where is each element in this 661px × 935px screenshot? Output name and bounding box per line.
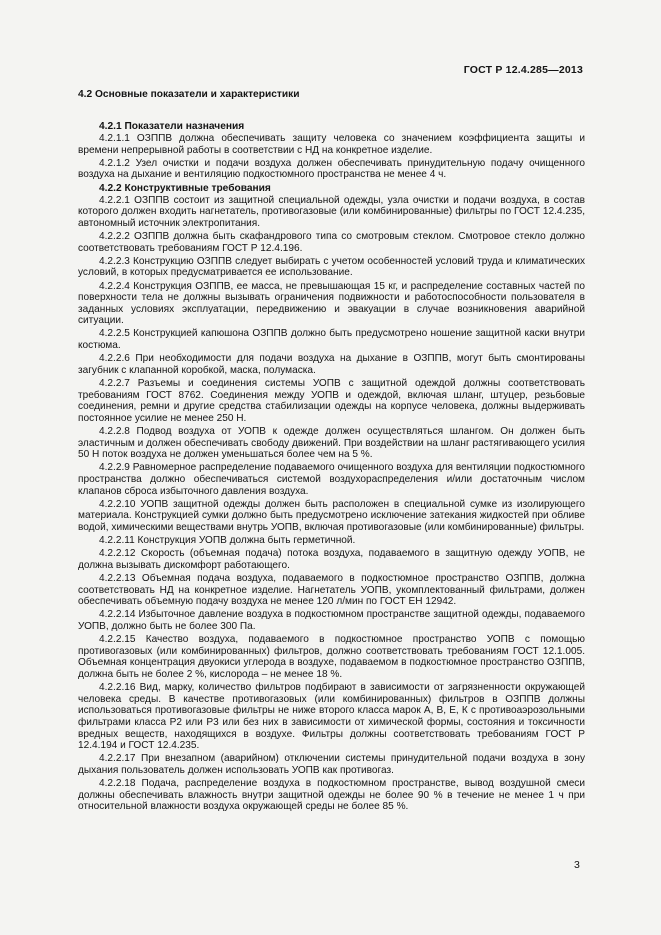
paragraph-4-2-1-1: 4.2.1.1 ОЗППВ должна обеспечивать защиту человека со значением коэффициента защиты и времени непрерывной работы в соответствии с НД на конкретное изделие.: [78, 133, 585, 156]
document-body: [78, 89, 585, 815]
paragraph-4-2-2-7: 4.2.2.7 Разъемы и соединения системы УОПВ с защитной одеждой должны соответствовать требованиям ГОСТ 8762. Соединения между УОПВ и одеждой, включая шланг, штуцер, резьбовые соединения, ремни и другие средства стабилизации одежды на корпусе человека, должны выдерживать постоянное усилие не менее 250 Н.: [78, 378, 585, 424]
paragraph-4-2-2-15: 4.2.2.15 Качество воздуха, подаваемого в подкостюмное пространство УОПВ с помощью противогазовых (или комбинированных) фильтров, должно соответствовать требованиям ГОСТ 12.1.005. Объемная концентрация двуокиси углерода в воздухе, подаваемом в подкостюмное пространство ОЗППВ, должна быть не более 2 %, кислорода – не менее 18 %.: [78, 634, 585, 681]
paragraph-4-2-1-2: 4.2.1.2 Узел очистки и подачи воздуха должен обеспечивать принудительную подачу очищенного воздуха на дыхание и вентиляцию подкостюмного пространства не менее 4 ч.: [78, 157, 585, 181]
paragraph-4-2-2-3: 4.2.2.3 Конструкцию ОЗППВ следует выбирать с учетом особенностей условий труда и климатических условий, в которых предусматривается ее использование.: [78, 255, 585, 279]
paragraph-4-2-2-9: 4.2.2.9 Равномерное распределение подаваемого очищенного воздуха для вентиляции подкостюмного пространства должно обеспечиваться системой воздухораспределения и/или достаточным числом клапанов сброса избыточного давления воздуха.: [78, 462, 585, 497]
subsection-title-purpose: 4.2.1 Показатели назначения: [99, 121, 245, 132]
paragraph-4-2-2-14: 4.2.2.14 Избыточное давление воздуха в подкостюмном пространстве защитной одежды, подаваемого УОПВ, должно быть не более 300 Па.: [78, 609, 585, 633]
paragraph-4-2-2-13: 4.2.2.13 Объемная подача воздуха, подаваемого в подкостюмное пространство ОЗППВ, должна соответствовать НД на конкретное изделие. Нагнетатель УОПВ, укомплектованный фильтрами, должен обеспечивать объемную подачу воздуха не менее 120 л/мин по ГОСТ ЕН 12942.: [78, 573, 585, 608]
paragraph-4-2-2-8: 4.2.2.8 Подвод воздуха от УОПВ к одежде должен осуществляться шлангом. Он должен быть эластичным и должен обеспечивать свободу движений. При воздействии на шланг растягивающего усилия 50 Н поток воздуха не должен уменьшаться более чем на 5 %.: [78, 426, 585, 461]
subsection-title-design: 4.2.2 Конструктивные требования: [99, 182, 271, 194]
paragraph-4-2-2-11: 4.2.2.11 Конструкция УОПВ должна быть герметичной.: [99, 535, 356, 547]
page-number: 3: [574, 859, 580, 871]
section-title: 4.2 Основные показатели и характеристики: [78, 89, 300, 100]
paragraph-4-2-2-1: 4.2.2.1 ОЗППВ состоит из защитной специальной одежды, узла очистки и подачи воздуха, в состав которого должен входить нагнетатель, противогазовые (или комбинированные) фильтры по ГОСТ 12.4.235, автономный источник электропитания.: [78, 194, 585, 229]
paragraph-4-2-2-18: 4.2.2.18 Подача, распределение воздуха в подкостюмном пространстве, вывод воздушной смеси должны обеспечивать влажность внутри защитной одежды не более 90 % в течение не менее 1 ч при относительной влажности воздуха окружающей среды не более 85 %.: [78, 778, 585, 813]
paragraph-4-2-2-2: 4.2.2.2 ОЗППВ должна быть скафандрового типа со смотровым стеклом. Смотровое стекло должно соответствовать требованиям ГОСТ Р 12.4.196.: [78, 230, 585, 254]
paragraph-4-2-2-4: 4.2.2.4 Конструкция ОЗППВ, ее масса, не превышающая 15 кг, и распределение составных частей по поверхности тела не должны вызывать ограничения подвижности и работоспособности пользователя в заданных условиях эксплуатации, передвижению и эвакуации в случае возникновения аварийной ситуации.: [78, 280, 585, 327]
paragraph-4-2-2-17: 4.2.2.17 При внезапном (аварийном) отключении системы принудительной подачи воздуха в зону дыхания пользователь должен использовать УОПВ как противогаз.: [78, 753, 585, 776]
paragraph-4-2-2-10: 4.2.2.10 УОПВ защитной одежды должен быть расположен в специальной сумке из изолирующего материала. Конструкцией сумки должно быть предусмотрено исключение затекания жидкостей при обливе водой, химическими веществами внутрь УОПВ, включая противогазовые (или комбинированные) фильтры.: [78, 498, 585, 533]
paragraph-4-2-2-5: 4.2.2.5 Конструкцией капюшона ОЗППВ должно быть предусмотрено ношение защитной каски внутри костюма.: [78, 328, 585, 352]
paragraph-4-2-2-12: 4.2.2.12 Скорость (объемная подача) потока воздуха, подаваемого в защитную одежду УОПВ, не должна вызывать дискомфорт работающего.: [78, 548, 585, 571]
paragraph-4-2-2-6: 4.2.2.6 При необходимости для подачи воздуха на дыхание в ОЗППВ, могут быть смонтированы загубник с клапанной коробкой, маска, полумаска.: [78, 353, 585, 376]
document-header: ГОСТ Р 12.4.285—2013: [463, 64, 583, 76]
paragraph-4-2-2-16: 4.2.2.16 Вид, марку, количество фильтров подбирают в зависимости от загрязненности окружающей человека среды. В качестве противогазовых (или комбинированных) фильтров в ОЗППВ должны использоваться противогазовые фильтры не ниже второго класса марок А, В, Е, К с противоаэрозольными фильтрами класса Р2 или Р3 или без них в зависимости от химической формы, состояния и токсичности вредных веществ, находящихся в воздухе. Фильтры должны соответствовать требованиям ГОСТ Р 12.4.194 и ГОСТ 12.4.235.: [78, 682, 585, 752]
